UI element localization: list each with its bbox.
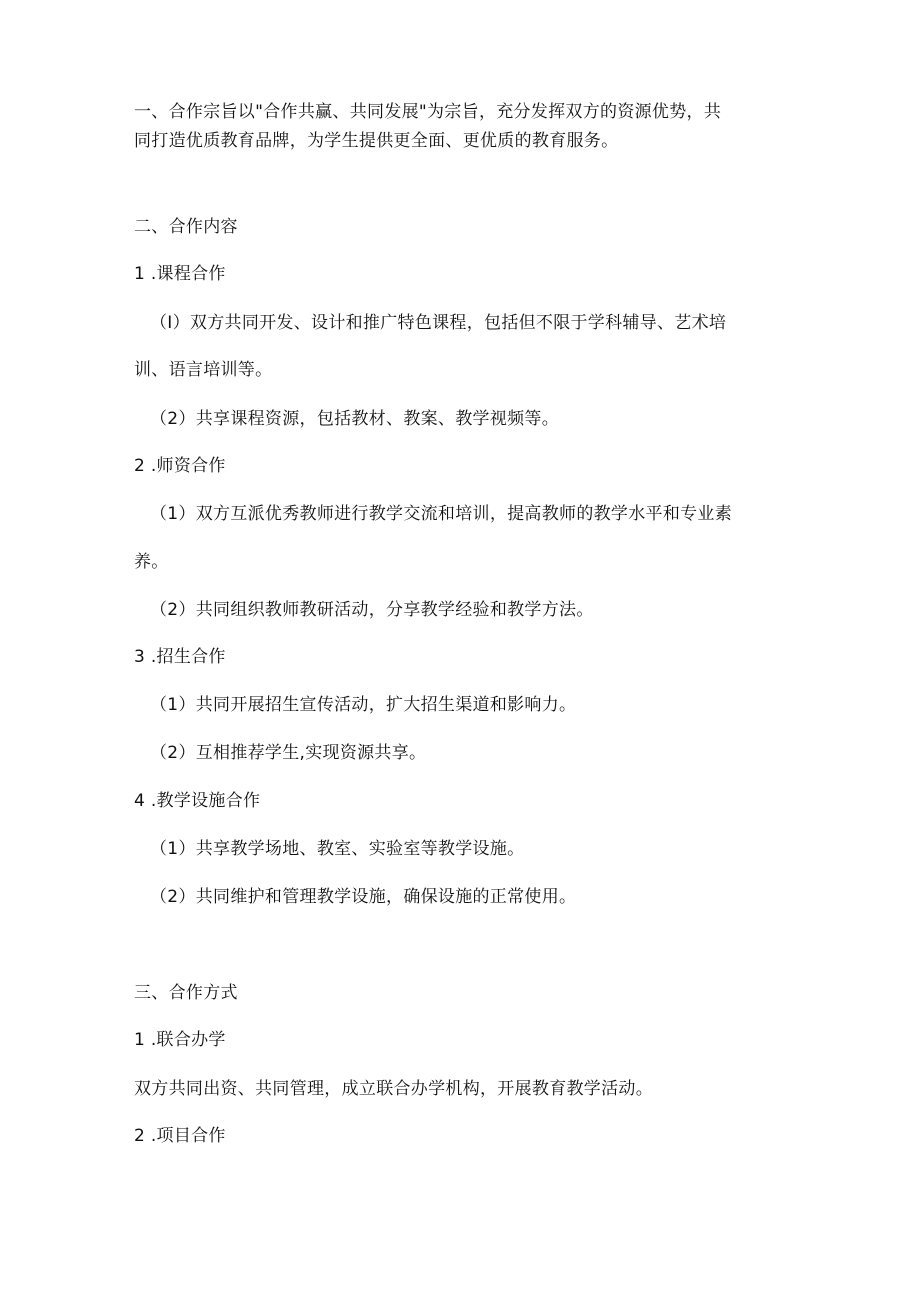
joint-school-p1: 双方共同出资、共同管理，成立联合办学机构，开展教育教学活动。 <box>134 1079 653 1099</box>
teacher-cooperation-p2: （2）共同组织教师教研活动，分享教学经验和教学方法。 <box>150 600 594 620</box>
course-cooperation-p2: （2）共享课程资源，包括教材、教案、教学视频等。 <box>150 409 560 429</box>
course-cooperation-p1-line2: 训、语言培训等。 <box>134 360 273 380</box>
enrollment-cooperation-p2: （2）互相推荐学生,实现资源共享。 <box>150 743 427 763</box>
section1-text-line2: 同打造优质教育品牌，为学生提供更全面、更优质的教育服务。 <box>134 131 619 151</box>
section1-text-line1: 一、合作宗旨以"合作共赢、共同发展"为宗旨，充分发挥双方的资源优势，共 <box>134 102 722 122</box>
teacher-cooperation-p1-line2: 养。 <box>134 552 169 572</box>
course-cooperation-title: 1 .课程合作 <box>134 264 226 284</box>
facility-cooperation-title: 4 .教学设施合作 <box>134 791 261 811</box>
section2-heading: 二、合作内容 <box>134 217 238 237</box>
facility-cooperation-p1: （1）共享教学场地、教室、实验室等教学设施。 <box>150 839 525 859</box>
enrollment-cooperation-p1: （1）共同开展招生宣传活动，扩大招生渠道和影响力。 <box>150 695 577 715</box>
course-cooperation-p1-line1: （I）双方共同开发、设计和推广特色课程，包括但不限于学科辅导、艺术培 <box>150 313 727 333</box>
teacher-cooperation-p1-line1: （1）双方互派优秀教师进行教学交流和培训，提高教师的教学水平和专业素 <box>150 504 733 524</box>
teacher-cooperation-title: 2 .师资合作 <box>134 456 226 476</box>
facility-cooperation-p2: （2）共同维护和管理教学设施，确保设施的正常使用。 <box>150 887 577 907</box>
joint-school-title: 1 .联合办学 <box>134 1030 226 1050</box>
section3-heading: 三、合作方式 <box>134 983 238 1003</box>
project-cooperation-title: 2 .项目合作 <box>134 1126 226 1146</box>
enrollment-cooperation-title: 3 .招生合作 <box>134 647 226 667</box>
